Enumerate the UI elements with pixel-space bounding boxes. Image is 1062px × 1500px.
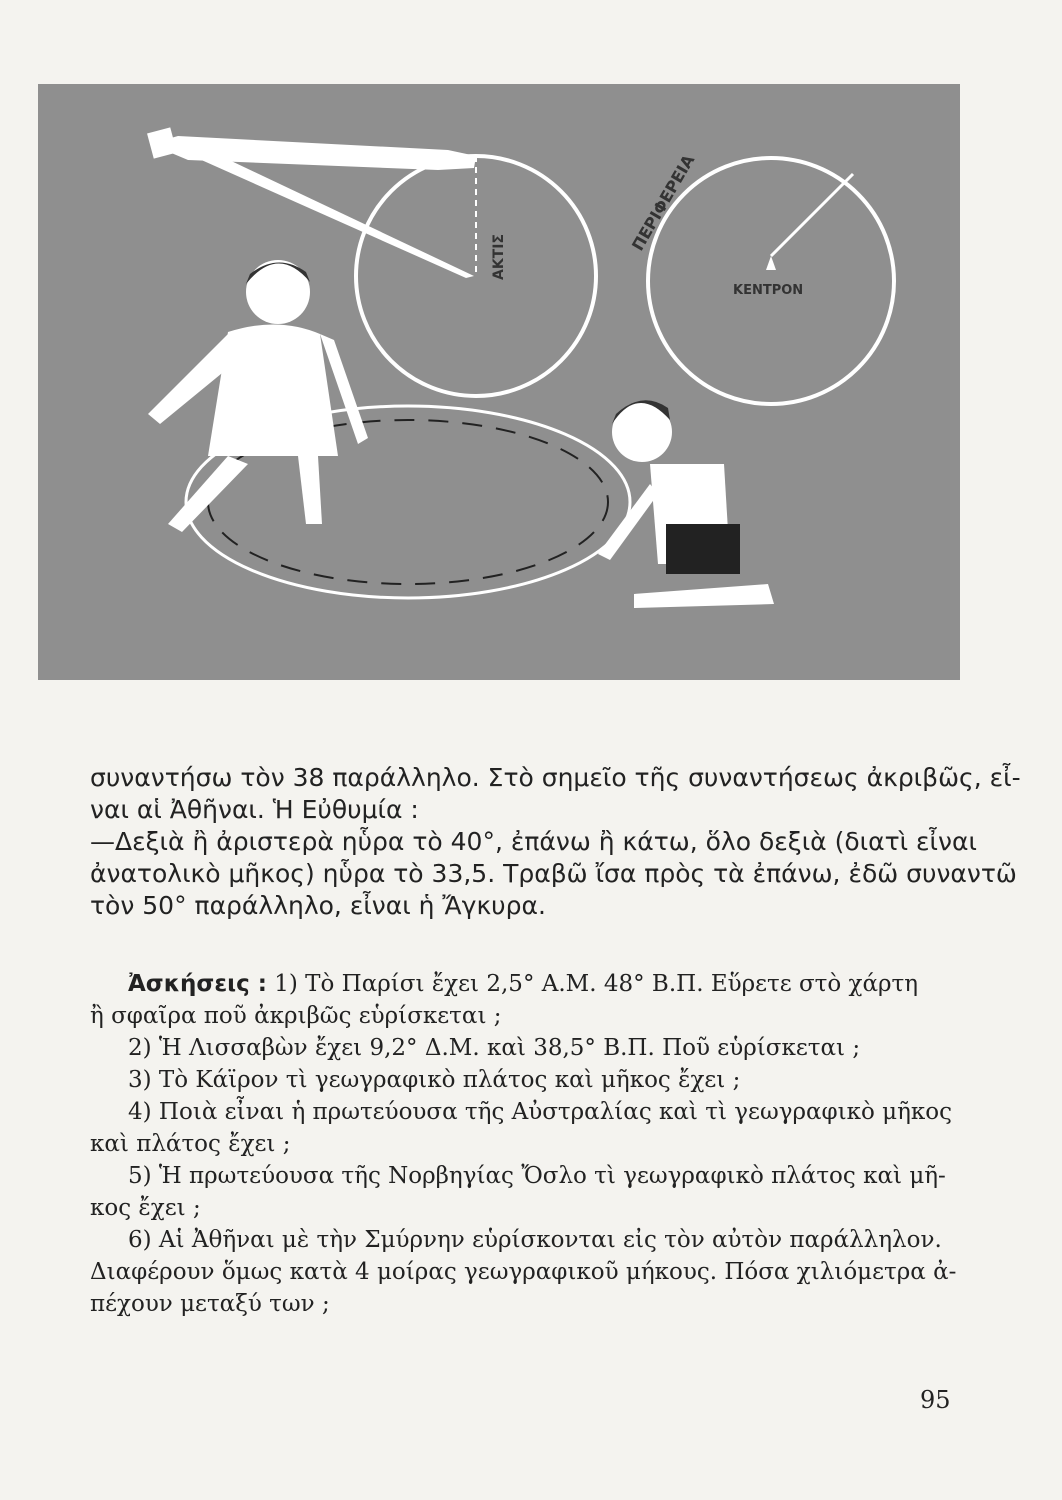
exercise-line: 2) Ἡ Λισσαβὼν ἔχει 9,2° Δ.Μ. καὶ 38,5° Β.Π. Ποῦ εὑρίσκεται ; (128, 1035, 861, 1061)
paragraph-line: ναι αἱ Ἀθῆναι. Ἡ Εὐθυμία : (90, 795, 419, 824)
exercises-title: Ἀσκήσεις : (128, 971, 267, 997)
label-radius: ΑΚΤΙΣ (491, 233, 507, 280)
exercise-line: πέχουν μεταξύ των ; (90, 1291, 330, 1317)
exercise-line: καὶ πλάτος ἔχει ; (90, 1131, 291, 1157)
paragraph-line: συναντήσω τὸν 38 παράλληλο. Στὸ σημεῖο τῆς συναντήσεως ἀκριβῶς, εἶ- (90, 763, 1021, 792)
paragraph-line: ἀνατολικὸ μῆκος) ηὗρα τὸ 33,5. Τραβῶ ἴσα πρὸς τὰ ἐπάνω, ἐδῶ συναντῶ (90, 859, 1017, 888)
page-number: 95 (920, 1386, 951, 1414)
exercise-line: 4) Ποιὰ εἶναι ἡ πρωτεύουσα τῆς Αὐστραλίας καὶ τὶ γεωγραφικὸ μῆκος (128, 1099, 953, 1125)
exercise-line: 6) Αἱ Ἀθῆναι μὲ τὴν Σμύρνην εὑρίσκονται εἰς τὸν αὐτὸν παράλληλον. (128, 1227, 942, 1253)
exercise-line: Διαφέρουν ὅμως κατὰ 4 μοίρας γεωγραφικοῦ μήκους. Πόσα χιλιόμετρα ἀ- (90, 1259, 957, 1285)
paragraph-line: —Δεξιὰ ἢ ἀριστερὰ ηὗρα τὸ 40°, ἐπάνω ἢ κάτω, ὅλο δεξιὰ (διατὶ εἶναι (90, 827, 977, 856)
illustration-svg (38, 84, 960, 680)
illustration-children-circles (38, 84, 960, 680)
exercise-line: κος ἔχει ; (90, 1195, 201, 1221)
girl-figure (148, 260, 368, 532)
right-radius (771, 174, 853, 256)
exercise-line: 3) Τὸ Κάϊρον τὶ γεωγραφικὸ πλάτος καὶ μῆκος ἔχει ; (128, 1067, 741, 1093)
compass-icon (147, 127, 476, 278)
exercise-line: 1) Τὸ Παρίσι ἔχει 2,5° Α.Μ. 48° Β.Π. Εὕρετε στὸ χάρτη (274, 971, 919, 997)
label-circumference: ΠΕΡΙΦΕΡΕΙΑ (628, 151, 699, 254)
exercise-line: ἢ σφαῖρα ποῦ ἀκριβῶς εὑρίσκεται ; (90, 1003, 502, 1029)
right-circle (648, 158, 894, 404)
exercise-line: 5) Ἡ πρωτεύουσα τῆς Νορβηγίας Ὄσλο τὶ γεωγραφικὸ πλάτος καὶ μῆ- (128, 1163, 946, 1189)
exercises-section (90, 968, 960, 1320)
boy-figure (598, 400, 774, 608)
body-paragraph (90, 762, 1021, 922)
paragraph-line: τὸν 50° παράλληλο, εἶναι ἡ Ἄγκυρα. (90, 891, 546, 920)
label-center: ΚΕΝΤΡΟΝ (733, 283, 804, 298)
